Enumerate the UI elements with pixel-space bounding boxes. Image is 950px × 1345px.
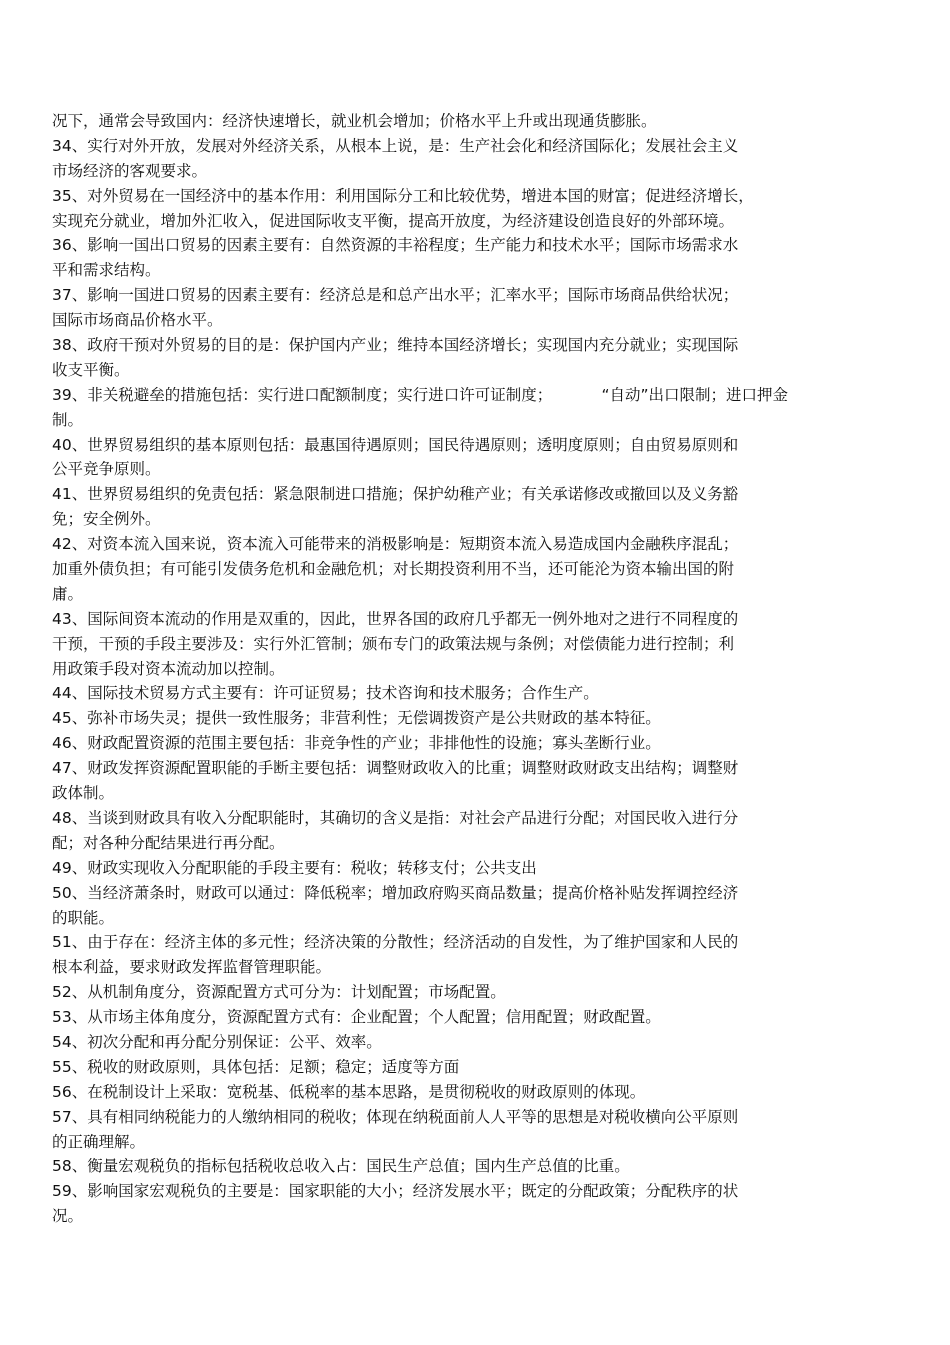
text-line: 制。 bbox=[52, 410, 84, 429]
text-line: 庸。 bbox=[52, 584, 84, 603]
text-line: 36、影响一国出口贸易的因素主要有：自然资源的丰裕程度；生产能力和技术水平；国际市场需求水 bbox=[52, 236, 739, 255]
text-line: 43、国际间资本流动的作用是双重的，因此，世界各国的政府几乎都无一例外地对之进行不同程度的 bbox=[52, 609, 739, 628]
text-line: 49、财政实现收入分配职能的手段主要有：税收；转移支付；公共支出 bbox=[52, 858, 537, 877]
text-line: 48、当谈到财政具有收入分配职能时，其确切的含义是指：对社会产品进行分配；对国民收入进行分 bbox=[52, 808, 739, 827]
text-line: 37、影响一国进口贸易的因素主要有：经济总是和总产出水平；汇率水平；国际市场商品供给状况； bbox=[52, 286, 739, 305]
text-line: 51、由于存在：经济主体的多元性；经济决策的分散性；经济活动的自发性，为了维护国家和人民的 bbox=[52, 933, 739, 952]
text-line: 58、衡量宏观税负的指标包括税收总收入占：国民生产总值；国内生产总值的比重。 bbox=[52, 1157, 630, 1176]
text-line: 公平竞争原则。 bbox=[52, 460, 161, 479]
text-line: 况。 bbox=[52, 1207, 84, 1226]
text-line: 配；对各种分配结果进行再分配。 bbox=[52, 833, 285, 852]
text-line: 47、财政发挥资源配置职能的手断主要包括：调整财政收入的比重；调整财政财政支出结构；调整财 bbox=[52, 759, 739, 778]
text-line: 收支平衡。 bbox=[52, 360, 130, 379]
text-line: 34、实行对外开放，发展对外经济关系，从根本上说，是：生产社会化和经济国际化；发展社会主义 bbox=[52, 136, 739, 155]
text-line: 平和需求结构。 bbox=[52, 261, 161, 280]
text-line: 53、从市场主体角度分，资源配置方式有：企业配置；个人配置；信用配置；财政配置。 bbox=[52, 1008, 661, 1027]
text-line: 39、非关税避垒的措施包括：实行进口配额制度；实行进口许可证制度； “自动”出口限制；进口押金 bbox=[52, 385, 789, 404]
text-line: 52、从机制角度分，资源配置方式可分为：计划配置；市场配置。 bbox=[52, 983, 506, 1002]
text-line: 55、税收的财政原则，具体包括：足额；稳定；适度等方面 bbox=[52, 1057, 460, 1076]
text-line: 干预，干预的手段主要涉及：实行外汇管制；颁布专门的政策法规与条例；对偿债能力进行控制；利 bbox=[52, 634, 735, 653]
text-line: 44、国际技术贸易方式主要有：许可证贸易；技术咨询和技术服务；合作生产。 bbox=[52, 684, 599, 703]
text-line: 国际市场商品价格水平。 bbox=[52, 311, 223, 330]
text-line: 市场经济的客观要求。 bbox=[52, 161, 208, 180]
text-line: 况下，通常会导致国内：经济快速增长，就业机会增加；价格水平上升或出现通货膨胀。 bbox=[52, 112, 657, 130]
text-line: 38、政府干预对外贸易的目的是：保护国内产业；维持本国经济增长；实现国内充分就业；实现国际 bbox=[52, 336, 739, 355]
text-line: 50、当经济萧条时，财政可以通过：降低税率；增加政府购买商品数量；提高价格补贴发挥调控经济 bbox=[52, 883, 739, 902]
text-line: 56、在税制设计上采取：宽税基、低税率的基本思路，是贯彻税收的财政原则的体现。 bbox=[52, 1082, 646, 1101]
text-line: 57、具有相同纳税能力的人缴纳相同的税收；体现在纳税面前人人平等的思想是对税收横向公平原则 bbox=[52, 1107, 739, 1126]
text-line: 40、世界贸易组织的基本原则包括：最惠国待遇原则；国民待遇原则；透明度原则；自由贸易原则和 bbox=[52, 435, 739, 454]
text-line: 加重外债负担；有可能引发债务危机和金融危机；对长期投资利用不当，还可能沦为资本输出国的附 bbox=[52, 560, 735, 579]
text-line: 政体制。 bbox=[52, 784, 115, 803]
text-line: 42、对资本流入国来说，资本流入可能带来的消极影响是：短期资本流入易造成国内金融秩序混乱； bbox=[52, 535, 739, 554]
text-line: 免；安全例外。 bbox=[52, 510, 161, 529]
text-line: 用政策手段对资本流动加以控制。 bbox=[52, 659, 285, 678]
text-line: 45、弥补市场失灵；提供一致性服务；非营利性；无偿调拨资产是公共财政的基本特征。 bbox=[52, 709, 661, 728]
text-line: 根本利益，要求财政发挥监督管理职能。 bbox=[52, 958, 332, 977]
text-line: 59、影响国家宏观税负的主要是：国家职能的大小；经济发展水平；既定的分配政策；分配秩序的状 bbox=[52, 1182, 739, 1201]
text-line: 41、世界贸易组织的免责包括：紧急限制进口措施；保护幼稚产业；有关承诺修改或撤回以及义务豁 bbox=[52, 485, 739, 504]
text-line: 实现充分就业，增加外汇收入，促进国际收支平衡，提高开放度，为经济建设创造良好的外部环境。 bbox=[52, 211, 735, 230]
document-body bbox=[52, 109, 892, 1254]
text-line: 的职能。 bbox=[52, 908, 115, 927]
text-line bbox=[52, 1229, 892, 1254]
text-line: 54、初次分配和再分配分别保证：公平、效率。 bbox=[52, 1032, 382, 1051]
text-line: 46、财政配置资源的范围主要包括：非竞争性的产业；非排他性的设施；寡头垄断行业。 bbox=[52, 734, 661, 753]
text-line: 的正确理解。 bbox=[52, 1132, 146, 1151]
text-line: 35、对外贸易在一国经济中的基本作用：利用国际分工和比较优势，增进本国的财富；促进经济增长， bbox=[52, 186, 754, 205]
